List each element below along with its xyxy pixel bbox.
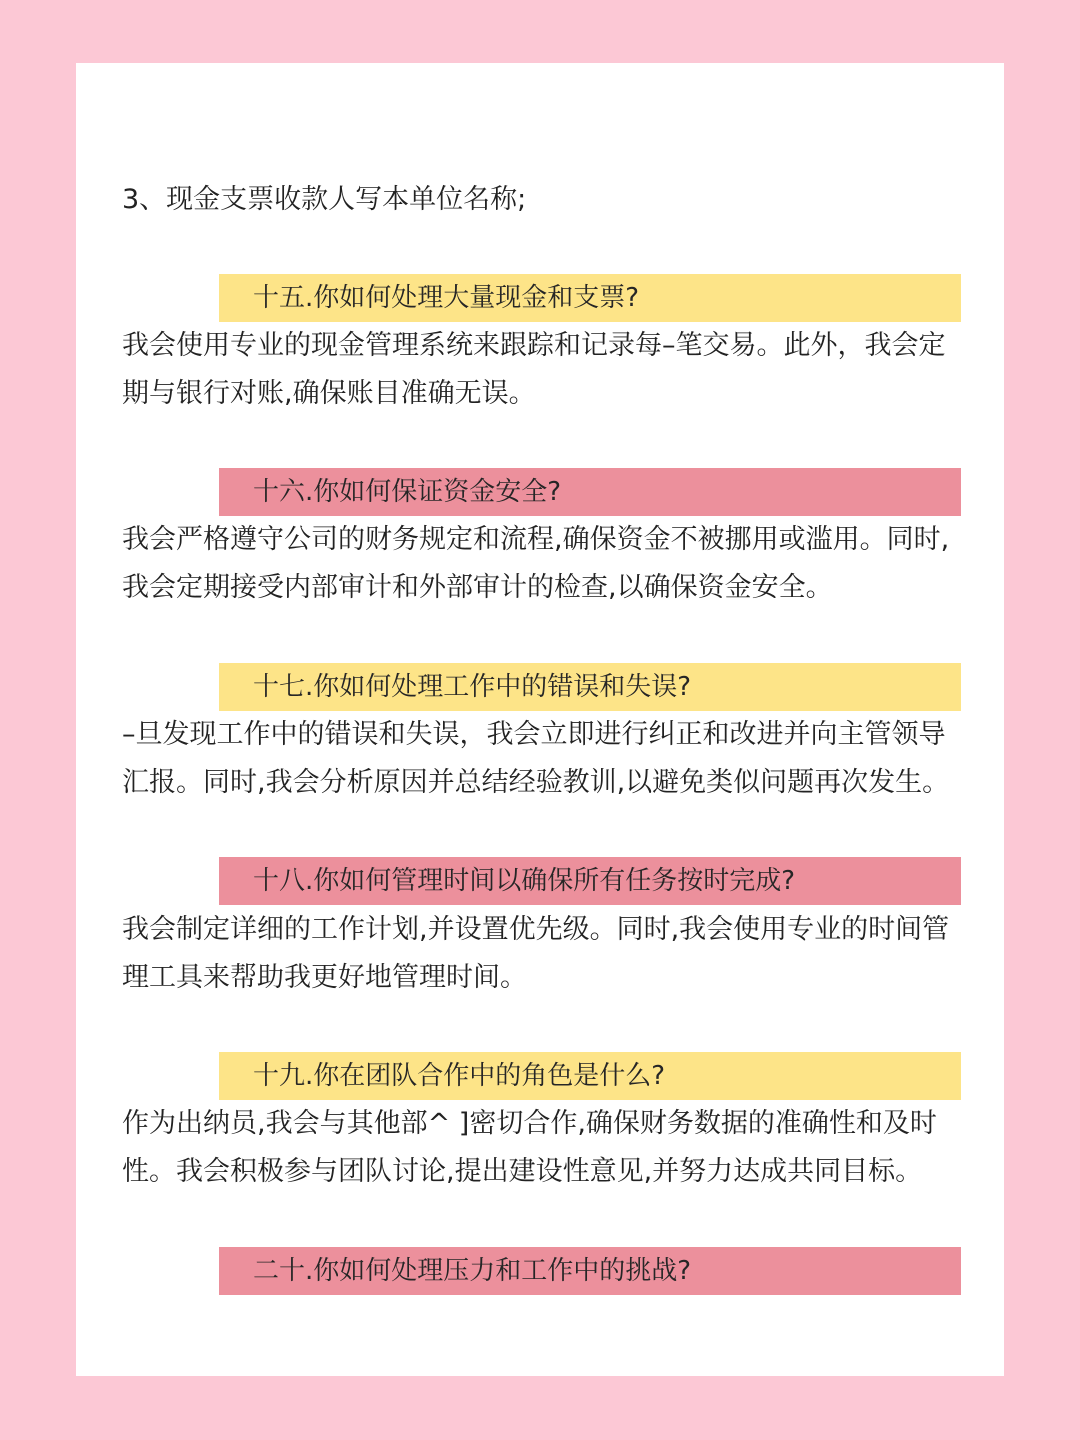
question-15-heading: 十五.你如何处理大量现金和支票? [219, 274, 961, 322]
answer-15: 我会使用专业的现金管理系统来跟踪和记录每–笔交易。此外，我会定期与银行对账,确保账目准确无误。 [122, 330, 946, 409]
question-18-heading: 十八.你如何管理时间以确保所有任务按时完成? [219, 857, 961, 905]
answer-16: 我会严格遵守公司的财务规定和流程,确保资金不被挪用或滥用。同时,我会定期接受内部审计和外部审计的检查,以确保资金安全。 [122, 524, 950, 603]
answer-19: 作为出纳员,我会与其他部^ ]密切合作,确保财务数据的准确性和及时性。我会积极参与团队讨论,提出建设性意见,并努力达成共同目标。 [122, 1108, 937, 1187]
intro-line: 3、现金支票收款人写本单位名称; [122, 184, 527, 215]
answer-17: –旦发现工作中的错误和失误，我会立即进行纠正和改进并向主管领导汇报。同时,我会分析原因并总结经验教训,以避免类似问题再次发生。 [122, 719, 950, 798]
answer-18: 我会制定详细的工作计划,并设置优先级。同时,我会使用专业的时间管理工具来帮助我更好地管理时间。 [122, 914, 950, 993]
question-19-heading: 十九.你在团队合作中的角色是什么? [219, 1052, 961, 1100]
question-16-heading: 十六.你如何保证资金安全? [219, 468, 961, 516]
question-17-heading: 十七.你如何处理工作中的错误和失误? [219, 663, 961, 711]
question-20-heading: 二十.你如何处理压力和工作中的挑战? [219, 1247, 961, 1295]
